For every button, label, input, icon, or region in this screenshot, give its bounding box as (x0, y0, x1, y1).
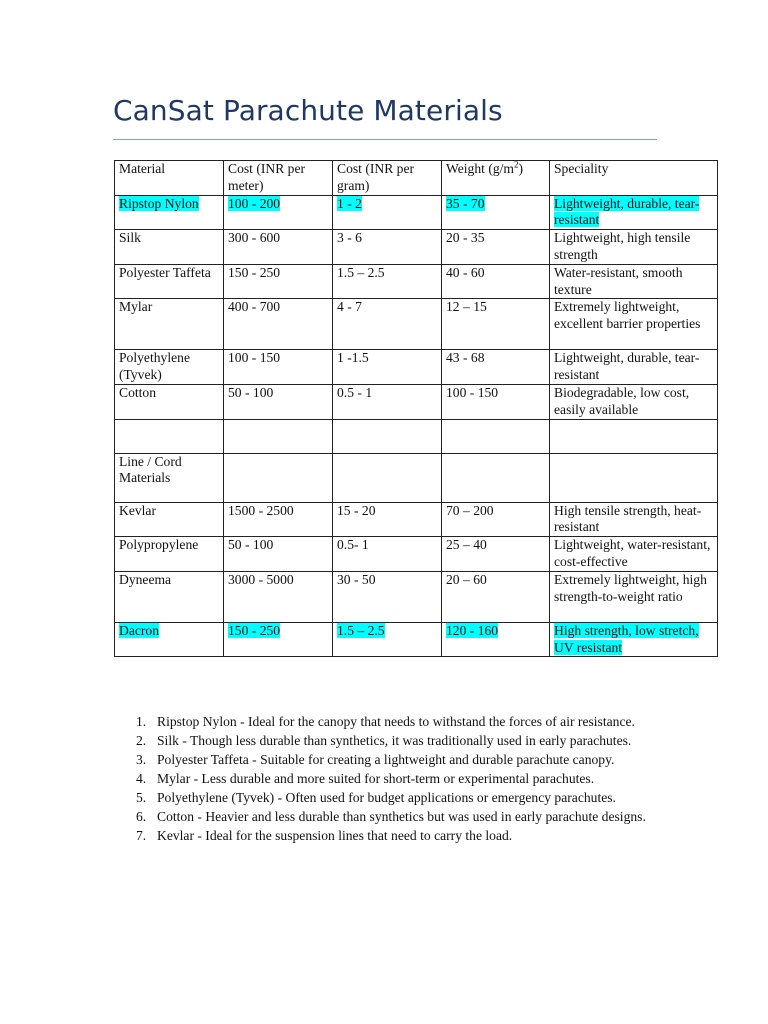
cell-speciality (550, 230, 718, 265)
cell-text: 120 - 160 (446, 622, 499, 638)
cell-text: 50 - 100 (228, 537, 274, 553)
list-item-number: 3. (136, 752, 147, 767)
table-row (115, 264, 718, 299)
cell-cost-per-gram (333, 571, 442, 622)
cell-text: 3 - 6 (337, 230, 362, 246)
table-row (115, 384, 718, 419)
cell-material (115, 502, 224, 537)
list-item-text: Cotton - Heavier and less durable than synthetics but was used in early parachute designs. (157, 809, 646, 824)
cell-text: 12 – 15 (446, 299, 487, 315)
cell-cost-per-gram (333, 453, 442, 502)
cell-text: Extremely lightweight, excellent barrier properties (554, 299, 701, 332)
cell-text: Dyneema (119, 571, 172, 587)
list-item-number: 4. (136, 771, 147, 786)
cell-material (115, 453, 224, 502)
cell-text: 100 - 150 (228, 350, 281, 366)
cell-cost-per-gram (333, 384, 442, 419)
cell-weight (442, 571, 550, 622)
cell-weight (442, 384, 550, 419)
cell-text: 43 - 68 (446, 350, 485, 366)
header-weight-label: Weight (g/m (446, 161, 514, 176)
cell-weight (442, 537, 550, 572)
cell-material (115, 384, 224, 419)
table-row (115, 571, 718, 622)
cell-cost-per-meter (224, 299, 333, 350)
table-row (115, 419, 718, 453)
list-item (136, 807, 676, 826)
list-item-text: Kevlar - Ideal for the suspension lines that need to carry the load. (157, 828, 513, 843)
list-item (136, 826, 676, 845)
materials-table (114, 160, 718, 657)
table-row (115, 537, 718, 572)
list-item (136, 712, 676, 731)
cell-cost-per-meter (224, 622, 333, 657)
cell-material (115, 230, 224, 265)
cell-text: 100 - 200 (228, 195, 281, 211)
table-row (115, 502, 718, 537)
cell-cost-per-meter (224, 502, 333, 537)
cell-cost-per-gram (333, 350, 442, 385)
cell-cost-per-meter (224, 384, 333, 419)
cell-text: 30 - 50 (337, 571, 376, 587)
cell-text: 1 - 2 (337, 195, 362, 211)
cell-speciality (550, 502, 718, 537)
cell-weight (442, 350, 550, 385)
cell-cost-per-gram (333, 502, 442, 537)
list-item-number: 7. (136, 828, 147, 843)
cell-weight (442, 502, 550, 537)
cell-text: Water-resistant, smooth texture (554, 264, 683, 297)
cell-speciality (550, 419, 718, 453)
cell-text: Extremely lightweight, high strength-to-weight ratio (554, 571, 707, 604)
cell-text: 20 – 60 (446, 571, 487, 587)
cell-text: Lightweight, durable, tear-resistant (554, 195, 700, 228)
cell-cost-per-meter (224, 571, 333, 622)
cell-material (115, 299, 224, 350)
cell-text: Silk (119, 230, 141, 246)
header-weight-close: ) (518, 161, 524, 176)
cell-text: Biodegradable, low cost, easily available (554, 384, 690, 417)
cell-text: 3000 - 5000 (228, 571, 294, 587)
cell-cost-per-meter (224, 350, 333, 385)
cell-text: Dacron (119, 622, 160, 638)
document-title: CanSat Parachute Materials (113, 94, 503, 127)
cell-weight (442, 264, 550, 299)
cell-text: 400 - 700 (228, 299, 281, 315)
cell-text: Polypropylene (119, 537, 199, 553)
cell-cost-per-meter (224, 537, 333, 572)
cell-text: 4 - 7 (337, 299, 362, 315)
cell-text: Polyester Taffeta (119, 264, 211, 280)
list-item (136, 750, 676, 769)
cell-text: 1.5 – 2.5 (337, 622, 385, 638)
cell-speciality (550, 350, 718, 385)
cell-cost-per-gram (333, 622, 442, 657)
cell-text: 150 - 250 (228, 622, 281, 638)
list-item-text: Polyethylene (Tyvek) - Often used for budget applications or emergency parachutes. (157, 790, 616, 805)
cell-text: 15 - 20 (337, 502, 376, 518)
list-item-text: Mylar - Less durable and more suited for short-term or experimental parachutes. (157, 771, 595, 786)
table-row (115, 230, 718, 265)
cell-speciality (550, 264, 718, 299)
header-weight-superscript: 2 (514, 160, 519, 170)
table-row (115, 195, 718, 230)
cell-text: 1500 - 2500 (228, 502, 294, 518)
cell-text: Cotton (119, 384, 157, 400)
list-item-text: Silk - Though less durable than synthetics, it was traditionally used in early parachutes. (157, 733, 632, 748)
cell-weight (442, 453, 550, 502)
cell-cost-per-meter (224, 195, 333, 230)
cell-text: 35 - 70 (446, 195, 485, 211)
cell-material (115, 419, 224, 453)
cell-material (115, 622, 224, 657)
cell-text: Lightweight, durable, tear-resistant (554, 350, 700, 383)
cell-material (115, 537, 224, 572)
cell-cost-per-meter (224, 230, 333, 265)
cell-material (115, 195, 224, 230)
cell-speciality (550, 384, 718, 419)
cell-weight (442, 230, 550, 265)
cell-text: Line / Cord Materials (119, 453, 182, 486)
cell-text: 0.5 - 1 (337, 384, 373, 400)
cell-material (115, 350, 224, 385)
cell-speciality (550, 195, 718, 230)
list-item-text: Ripstop Nylon - Ideal for the canopy that needs to withstand the forces of air resistance. (157, 714, 635, 729)
cell-cost-per-meter (224, 264, 333, 299)
cell-weight (442, 195, 550, 230)
list-item-number: 6. (136, 809, 147, 824)
material-notes-list (136, 712, 676, 845)
list-item-number: 1. (136, 714, 147, 729)
cell-speciality (550, 453, 718, 502)
cell-speciality (550, 299, 718, 350)
cell-text: High strength, low stretch, UV resistant (554, 622, 699, 655)
cell-speciality (550, 537, 718, 572)
cell-weight (442, 622, 550, 657)
cell-text: 0.5- 1 (337, 537, 369, 553)
cell-cost-per-meter (224, 419, 333, 453)
header-cost-per-gram: Cost (INR per gram) (333, 161, 442, 196)
cell-text: 20 - 35 (446, 230, 485, 246)
table-row (115, 299, 718, 350)
list-item (136, 769, 676, 788)
cell-text: 300 - 600 (228, 230, 281, 246)
title-underline (113, 139, 657, 140)
cell-material (115, 264, 224, 299)
cell-text: Mylar (119, 299, 153, 315)
table-row (115, 622, 718, 657)
cell-cost-per-gram (333, 537, 442, 572)
cell-text: Ripstop Nylon (119, 195, 199, 211)
list-item (136, 788, 676, 807)
cell-text: 1 -1.5 (337, 350, 369, 366)
header-speciality: Speciality (550, 161, 718, 196)
cell-text: 100 - 150 (446, 384, 499, 400)
cell-text: High tensile strength, heat-resistant (554, 502, 702, 535)
cell-text: 25 – 40 (446, 537, 487, 553)
cell-speciality (550, 571, 718, 622)
cell-cost-per-gram (333, 230, 442, 265)
list-item-text: Polyester Taffeta - Suitable for creating a lightweight and durable parachute canopy. (157, 752, 615, 767)
cell-cost-per-gram (333, 264, 442, 299)
cell-text: 50 - 100 (228, 384, 274, 400)
cell-cost-per-gram (333, 419, 442, 453)
header-cost-per-meter: Cost (INR per meter) (224, 161, 333, 196)
list-item-number: 2. (136, 733, 147, 748)
cell-cost-per-gram (333, 195, 442, 230)
cell-speciality (550, 622, 718, 657)
cell-material (115, 571, 224, 622)
cell-weight (442, 419, 550, 453)
header-weight (442, 161, 550, 196)
table-row (115, 350, 718, 385)
cell-text: 1.5 – 2.5 (337, 264, 385, 280)
cell-text: Lightweight, water-resistant, cost-effective (554, 537, 711, 569)
table-row (115, 453, 718, 502)
cell-cost-per-meter (224, 453, 333, 502)
header-material: Material (115, 161, 224, 196)
list-item (136, 731, 676, 750)
cell-text: Lightweight, high tensile strength (554, 230, 691, 262)
cell-text: 70 – 200 (446, 502, 494, 518)
table-header-row (115, 161, 718, 196)
list-item-number: 5. (136, 790, 147, 805)
cell-text: Kevlar (119, 502, 156, 518)
cell-text: 40 - 60 (446, 264, 485, 280)
cell-cost-per-gram (333, 299, 442, 350)
cell-text: 150 - 250 (228, 264, 281, 280)
cell-text: Polyethylene (Tyvek) (119, 350, 190, 383)
cell-weight (442, 299, 550, 350)
